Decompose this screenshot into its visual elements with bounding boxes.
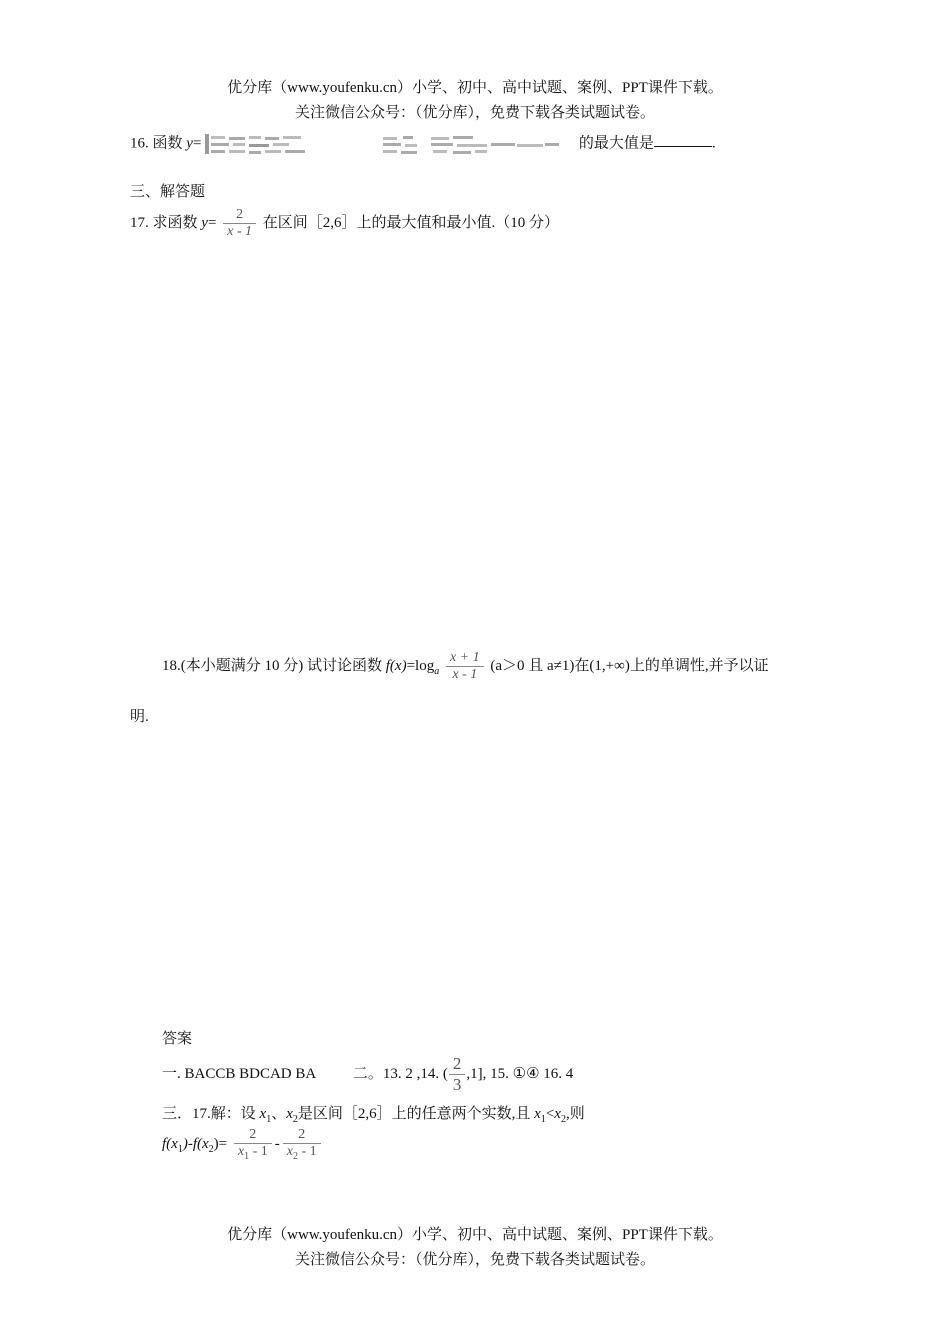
- f-expr-end: )=: [213, 1135, 228, 1152]
- diff-frac1-den-sub: 1: [244, 1150, 250, 1162]
- f-expr-sub2: 2: [208, 1143, 214, 1155]
- diff-frac2-den-x: x: [286, 1144, 293, 1159]
- diff-fraction-1: [234, 1127, 272, 1162]
- answer-fill-part: 二。13. 2 ,14. (: [352, 1065, 448, 1082]
- q18-fraction: [446, 650, 484, 683]
- garbled-formula-image: [205, 131, 575, 157]
- q18-continuation: 明.: [130, 709, 149, 725]
- diff-frac2-den-sub: 2: [292, 1150, 298, 1162]
- diff-frac1-den: [234, 1143, 272, 1162]
- q16-prefix: 16. 函数: [130, 135, 187, 152]
- q16-end: .: [711, 135, 716, 152]
- answer-frac-num: 2: [452, 1054, 462, 1073]
- q18-frac-num: x + 1: [449, 650, 480, 665]
- f-expr-start: f(x: [162, 1135, 178, 1152]
- diff-frac2-num: 2: [298, 1127, 306, 1142]
- diff-frac2-den: [283, 1143, 321, 1162]
- diff-frac1-num: 2: [249, 1127, 257, 1142]
- separator: 、: [271, 1106, 287, 1122]
- answer-title: 答案: [162, 1031, 193, 1047]
- f-expr-mid: )-f(x: [182, 1135, 209, 1152]
- diff-frac1-den-rest: - 1: [249, 1144, 268, 1159]
- page-header-line1: 优分库（www.youfenku.cn）小学、初中、高中试题、案例、PPT课件下载。: [227, 80, 723, 96]
- q18-condition: (a＞0 且 a≠1)在(1,+∞)上的单调性,并予以证: [490, 657, 769, 674]
- var-x2-sub: 2: [292, 1114, 298, 1125]
- answer-line-3: [162, 1127, 324, 1162]
- page-header-line2: 关注微信公众号：（优分库），免费下载各类试题试卷。: [294, 105, 655, 121]
- q18-prefix: 18.(本小题满分 10 分) 试讨论函数: [162, 657, 386, 674]
- answer-line-1: [162, 1054, 573, 1095]
- q16-eq: =: [192, 135, 202, 152]
- q17-eq: =: [207, 214, 217, 231]
- diff-frac2-den-rest: - 1: [297, 1144, 317, 1159]
- section-heading: 三、解答题: [130, 184, 206, 200]
- question-18: [162, 650, 769, 683]
- q17-fraction: [223, 207, 256, 240]
- f-expr-sub1: 1: [177, 1143, 183, 1155]
- q18-log-base: a: [434, 665, 440, 677]
- q17-y: y: [201, 214, 208, 231]
- var-x2-b-sub: 2: [560, 1114, 566, 1125]
- q18-fx: f(x): [385, 657, 407, 674]
- page-footer-line2: 关注微信公众号：（优分库），免费下载各类试题试卷。: [294, 1252, 655, 1268]
- answer-fill-rest: ,1], 15. ①④ 16. 4: [466, 1065, 574, 1082]
- var-x2: x: [286, 1106, 293, 1122]
- q17-suffix: 在区间［2,6］上的最大值和最小值.（10 分）: [262, 214, 560, 231]
- q18-frac-den: x - 1: [446, 666, 484, 683]
- question-16: [130, 131, 716, 157]
- then-text: ,则: [565, 1106, 585, 1122]
- page-footer-line1: 优分库（www.youfenku.cn）小学、初中、高中试题、案例、PPT课件下载。: [227, 1227, 723, 1243]
- diff-fraction-2: [283, 1127, 321, 1162]
- answer-fraction: [449, 1054, 466, 1095]
- answer-line-2: [162, 1102, 585, 1125]
- answer-blank: [654, 132, 712, 147]
- var-x1-sub: 1: [266, 1114, 272, 1125]
- var-x2-b: x: [554, 1106, 561, 1122]
- answer-17-suffix: 是区间［2,6］上的任意两个实数,且: [297, 1106, 535, 1122]
- q16-y: y: [186, 135, 193, 152]
- less-than: <: [545, 1106, 555, 1122]
- q17-frac-num: 2: [236, 207, 244, 222]
- var-x1-b-sub: 1: [540, 1114, 546, 1125]
- q16-suffix: 的最大值是: [578, 135, 654, 152]
- answer-17-prefix: 三．17.解：设: [162, 1106, 260, 1122]
- minus-sign: -: [274, 1135, 280, 1152]
- answer-choices: 一. BACCB BDCAD BA: [162, 1065, 316, 1082]
- q17-prefix: 17. 求函数: [130, 214, 202, 231]
- question-17: [130, 207, 559, 240]
- diff-frac1-den-x: x: [237, 1144, 245, 1159]
- var-x1-b: x: [534, 1106, 541, 1122]
- q18-log: =log: [406, 657, 435, 674]
- var-x1: x: [259, 1106, 267, 1122]
- q17-frac-den: x - 1: [223, 223, 256, 240]
- answer-frac-den: 3: [449, 1074, 466, 1095]
